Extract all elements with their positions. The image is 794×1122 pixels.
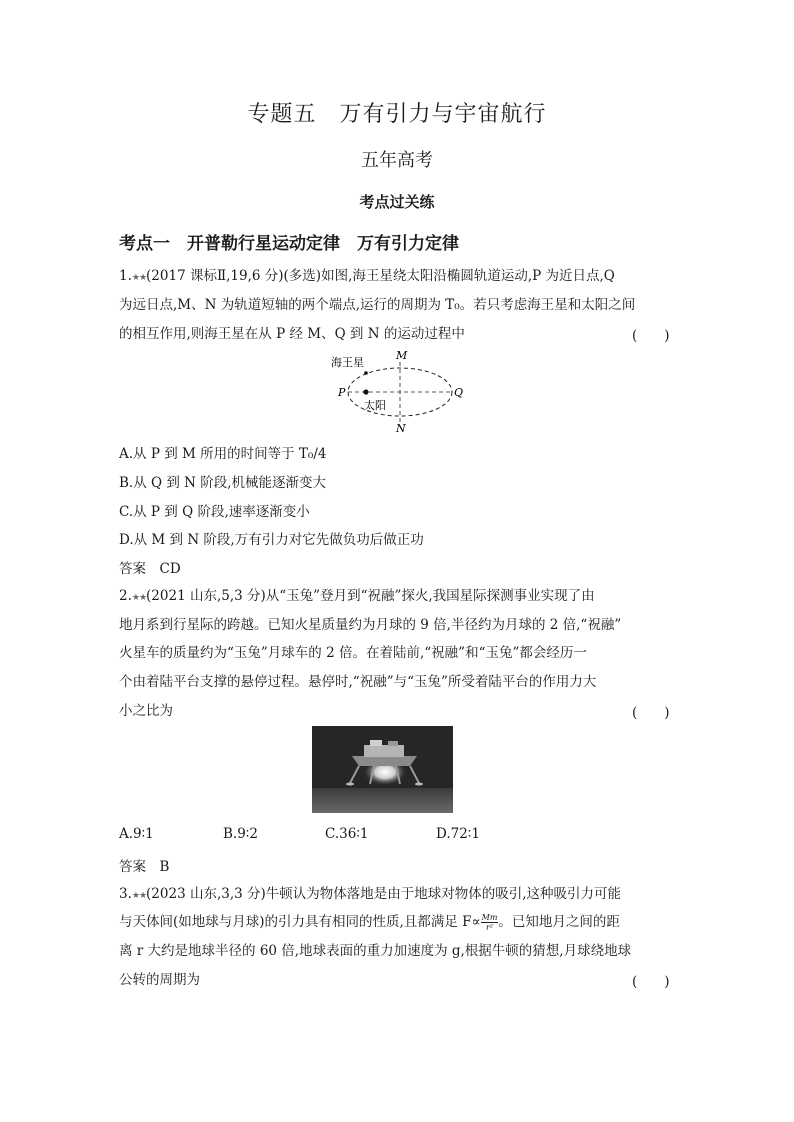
section-heading: 考点一 开普勒行星运动定律 万有引力定律 [119,234,459,254]
option-b: B.从 Q 到 N 阶段,机械能逐渐变大 [119,475,327,491]
question-text: (2023 山东,3,3 分)牛顿认为物体落地是由于地球对物体的吸引,这种吸引力可能 [146,886,622,902]
question-text: 与天体间(如地球与月球)的引力具有相同的性质,且都满足 F∝ [119,914,481,930]
orbit-diagram [325,348,475,433]
lander-image [312,726,453,813]
label-n: N [396,422,406,433]
sun-dot [363,389,368,394]
question-1-line-2: 为远日点,M、N 为轨道短轴的两个端点,运行的周期为 T₀。若只考虑海王星和太阳之间 [119,297,636,313]
question-1-line-1 [119,266,615,288]
question-number: 3. [119,886,132,902]
question-3-line-4: 公转的周期为 [119,972,200,988]
question-text: 。已知地月之间的距 [498,914,620,930]
planet-label: 海王星 [331,356,364,369]
option-a: A.从 P 到 M 所用的时间等于 T₀/4 [119,446,327,462]
difficulty-stars-icon: ★★ [131,891,147,901]
question-3-line-1 [119,884,621,906]
sun-label: 太阳 [364,399,386,412]
label-q: Q [454,386,464,399]
option-a: A.9∶1 [119,826,154,842]
page-subtitle: 五年高考 [361,150,433,171]
question-2-line-3: 火星车的质量约为“玉兔”月球车的 2 倍。在着陆前,“祝融”和“玉兔”都会经历一 [119,645,587,661]
question-number: 2. [119,588,132,604]
answer-blank: ( ) [632,328,670,344]
question-number: 1. [119,268,132,284]
question-2-line-4: 个由着陆平台支撑的悬停过程。悬停时,“祝融”与“玉兔”所受着陆平台的作用力大 [119,674,597,690]
answer-blank: ( ) [632,705,670,721]
lander-photo [312,726,453,813]
question-2-line-5: 小之比为 [119,703,173,719]
page-title: 专题五 万有引力与宇宙航行 [247,102,547,127]
option-d: D.72∶1 [436,826,480,842]
question-1-line-3: 的相互作用,则海王星在从 P 经 M、Q 到 N 的运动过程中 [119,326,465,342]
fraction-denominator: r² [486,923,494,932]
question-3-line-3: 离 r 大约是地球半径的 60 倍,地球表面的重力加速度为 g,根据牛顿的猜想,月球绕地球 [119,943,632,959]
page-sub-subtitle: 考点过关练 [359,193,435,211]
label-m: M [396,349,408,362]
option-d: D.从 M 到 N 阶段,万有引力对它先做负功后做正功 [119,532,424,548]
difficulty-stars-icon: ★★ [131,273,147,283]
question-text: (2021 山东,5,3 分)从“玉兔”登月到“祝融”探火,我国星际探测事业实现了由 [146,588,595,604]
answer-blank: ( ) [632,974,670,990]
question-3-line-2 [119,912,620,932]
option-c: C.从 P 到 Q 阶段,速率逐渐变小 [119,504,310,520]
option-b: B.9∶2 [223,826,258,842]
question-2-line-1 [119,586,595,608]
planet-dot [364,371,368,375]
answer-line: 答案 CD [119,561,181,577]
fraction-numerator: Mm [481,913,498,922]
question-2-line-2: 地月系到行星际的跨越。已知火星质量约为月球的 9 倍,半径约为月球的 2 倍,“祝融” [119,617,622,633]
option-c: C.36∶1 [325,826,369,842]
difficulty-stars-icon: ★★ [131,593,147,603]
answer-line: 答案 B [119,859,170,875]
question-text: (2017 课标Ⅱ,19,6 分)(多选)如图,海王星绕太阳沿椭圆轨道运动,P 为近日点,Q [146,268,615,284]
label-p: P [338,386,346,399]
fraction [481,913,499,932]
